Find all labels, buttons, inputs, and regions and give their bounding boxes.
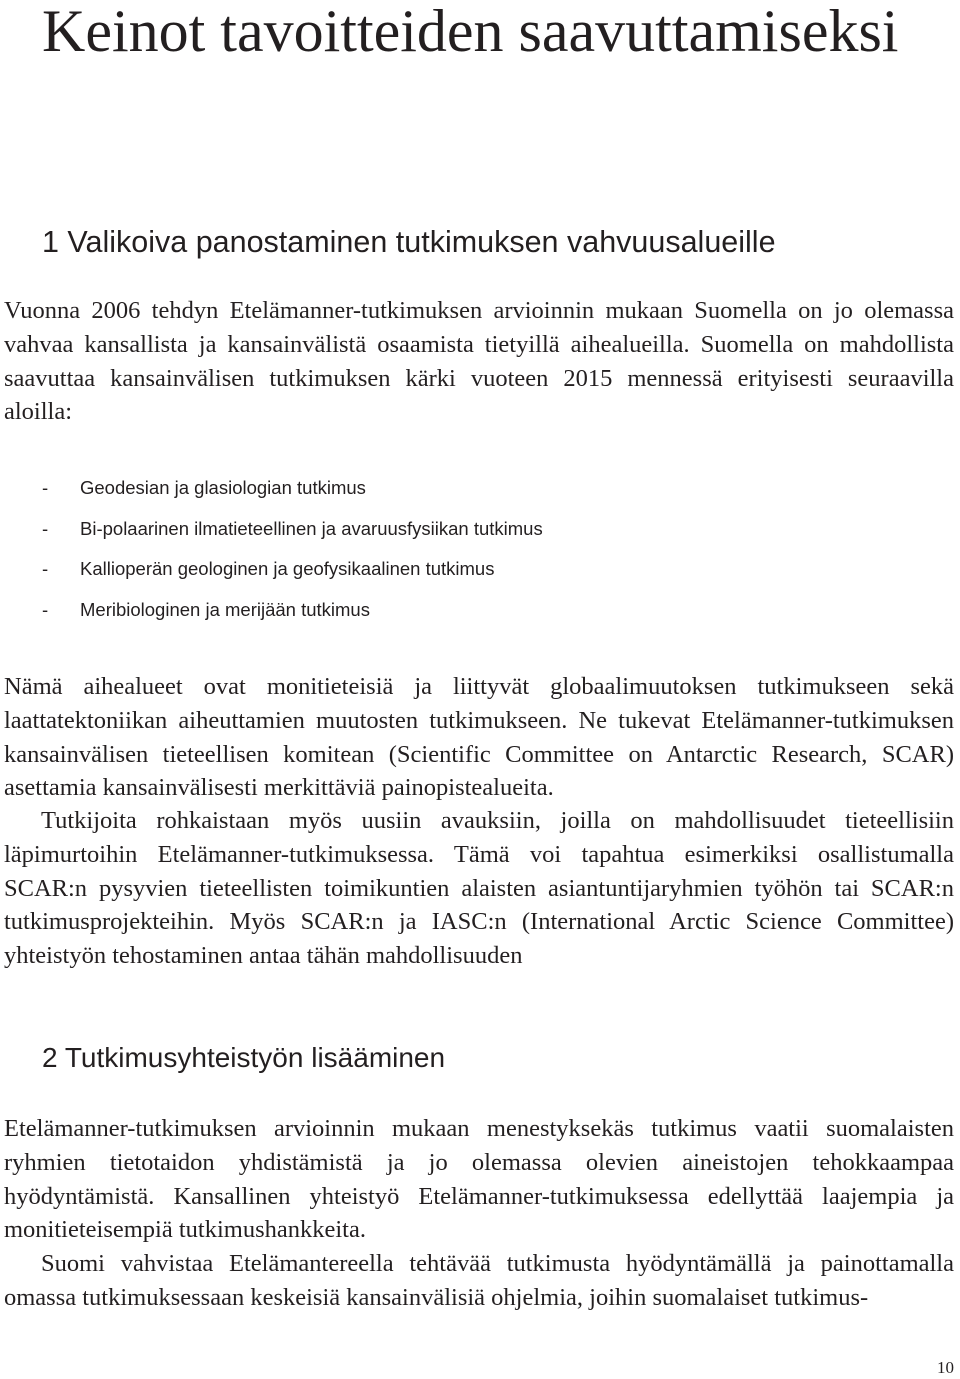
section-1-paragraph-2: Nämä aihealueet ovat monitieteisiä ja liittyvät globaalimuutoksen tutkimukseen sekä laattatektoniikan aiheuttamien muutosten tutkimukseen. Ne tukevat Etelämanner-tutkimuksen kansainvälisen tieteellisen komitean (Scientific Committee on Antarctic Research, SCAR) asettamia kansainvälisesti merkittäviä painopistealueita. (4, 673, 954, 802)
page-number: 10 (937, 1358, 954, 1377)
list-item-text: Meribiologinen ja merijään tutkimus (80, 598, 370, 620)
list-item-text: Kallioperän geologinen ja geofysikaalinen tutkimus (80, 558, 495, 579)
list-marker: - (42, 517, 49, 539)
section-1-intro-paragraph: Vuonna 2006 tehdyn Etelämanner-tutkimuksen arvioinnin mukaan Suomella on jo olemassa vahvaa kansallista ja kansainvälistä osaamista tietyillä aihealueilla. Suomella on mahdollista saavuttaa kansainvälisen tutkimuksen kärki vuoteen 2015 mennessä erityisesti seuraavilla aloilla: (4, 297, 954, 426)
list-item (42, 468, 543, 509)
list-item (42, 509, 543, 550)
list-item (42, 549, 543, 590)
section-2-paragraph-2: Suomi vahvistaa Etelämantereella tehtävää tutkimusta hyödyntämällä ja painottamalla omassa tutkimuksessaan keskeisiä kansainvälisiä ohjelmia, joihin suomalaiset tutkimus- (4, 1250, 954, 1311)
list-marker: - (42, 558, 49, 579)
section-heading-2: 2 Tutkimusyhteistyön lisääminen (42, 1042, 446, 1073)
list-item (42, 590, 543, 631)
list-item-text: Geodesian ja glasiologian tutkimus (80, 477, 366, 498)
section-2-paragraph-1: Etelämanner-tutkimuksen arvioinnin mukaan menestyksekäs tutkimus vaatii suomalaisten ryhmien tietotaidon yhdistämistä ja jo olemassa olevien aineistojen tehokkaampaa hyödyntämistä. Kansallinen yhteistyö Etelämanner-tutkimuksessa edellyttää laajempia ja monitieteisempiä tutkimushankkeita. (4, 1115, 954, 1244)
list-marker: - (42, 477, 49, 498)
research-areas-list (42, 468, 543, 630)
page-title: Keinot tavoitteiden saavuttamiseksi (42, 0, 899, 64)
section-1-paragraph-3: Tutkijoita rohkaistaan myös uusiin avauksiin, joilla on mahdollisuudet tieteellisiin läpimurtoihin Etelämanner-tutkimuksessa. Tämä voi tapahtua esimerkiksi osallistumalla SCAR:n pysyvien tieteellisten toimikuntien alaisten asiantuntijaryhmien työhön tai SCAR:n tutkimusprojekteihin. Myös SCAR:n ja IASC:n (International Arctic Science Committee) yhteistyön tehostaminen antaa tähän mahdollisuuden (4, 807, 954, 970)
list-marker: - (42, 598, 49, 620)
list-item-text: Bi-polaarinen ilmatieteellinen ja avaruusfysiikan tutkimus (80, 517, 543, 539)
section-heading-1: 1 Valikoiva panostaminen tutkimuksen vahvuusalueille (42, 225, 776, 259)
